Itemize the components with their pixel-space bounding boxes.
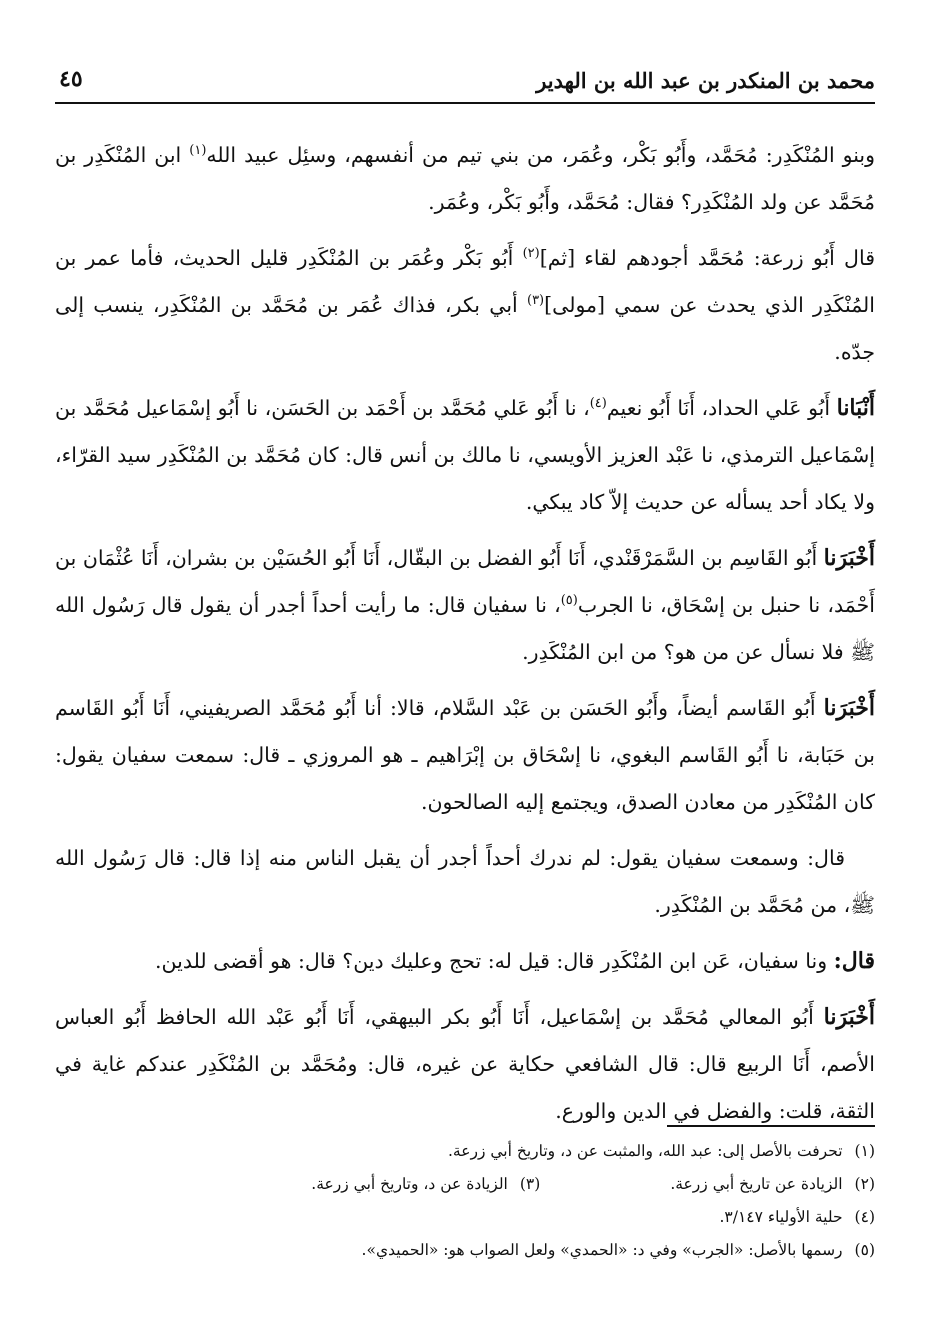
- footnote-2-3: [55, 1168, 875, 1201]
- running-header: [55, 62, 875, 104]
- footnote-reference: (٥): [560, 593, 578, 609]
- paragraph-text: قال: وسمعت سفيان يقول: لم ندرك أحداً أجدر أن يقبل الناس منه إذا قال: قال رَسُول الله ﷺ، من مُحَمَّد بن المُنْكَدِر.: [55, 846, 875, 917]
- isnad-lead-word: قال:: [833, 948, 875, 974]
- footnote-3: [311, 1168, 540, 1201]
- paragraph-text: أبي بكر، فذاك عُمَر بن مُحَمَّد بن المُنْكَدِر، ينسب إلى جدّه.: [55, 293, 875, 364]
- footnote-number: (١): [854, 1142, 875, 1160]
- footnote-separator: [667, 1125, 875, 1127]
- paragraph: [55, 835, 875, 929]
- footnote-number: (٤): [854, 1208, 875, 1226]
- isnad-lead-word: أَخْبَرَنا: [823, 545, 875, 571]
- footnote-number: (٢): [854, 1175, 875, 1193]
- footnote-1: [55, 1135, 875, 1168]
- paragraph-text: ابن المُنْكَدِر بن مُحَمَّد عن ولد المُنْكَدِر؟ فقال: مُحَمَّد، وأَبُو بَكْر، وعُمَر.: [55, 143, 875, 214]
- footnote-reference: (٢): [522, 246, 540, 262]
- paragraph: [55, 938, 875, 985]
- paragraph-text: ، نا أَبُو عَلي مُحَمَّد بن أَحْمَد بن الحَسَن، نا أَبُو إسْمَاعيل مُحَمَّد بن إسْمَاعيل الترمذي، نا عَبْد العزيز الأويسي، نا مالك بن أنس قال: كان مُحَمَّد بن المُنْكَدِر سيد القرّاء، ولا يكاد أحد يسأله عن حديث إلاّ كاد يبكي.: [55, 396, 875, 514]
- footnote-text: الزيادة عن تاريخ أبي زرعة.: [670, 1175, 843, 1193]
- footnote-text: حلية الأولياء ٣/١٤٧.: [719, 1208, 843, 1226]
- footnote-number: (٣): [519, 1175, 541, 1193]
- paragraph-text: أَبُو عَلي الحداد، أَنَا أَبُو نعيم: [606, 396, 837, 420]
- paragraph-text: أَبُو القَاسِم بن السَّمَرْقَنْدي، أَنَا أَبُو الفضل بن البقّال، أَنَا أَبُو الحُسَيْن بن بشران، أَنَا عُثْمَان بن أَحْمَد، نا حنبل بن إسْحَاق، نا الجرب: [55, 546, 876, 617]
- paragraph-text: ونا سفيان، عَن ابن المُنْكَدِر قال: قيل له: تحج وعليك دين؟ قال: هو أقضى للدين.: [155, 949, 834, 973]
- footnote-number: (٥): [854, 1241, 875, 1259]
- page-number: ٤٥: [59, 66, 83, 92]
- isnad-lead-word: أَنْبَانا: [836, 395, 876, 421]
- footnotes: [55, 1135, 875, 1267]
- footnote-text: تحرفت بالأصل إلى: عبد الله، والمثبت عن د، وتاريخ أبي زرعة.: [447, 1142, 843, 1160]
- paragraph: [55, 994, 875, 1135]
- paragraph: [55, 385, 875, 526]
- paragraph: [55, 685, 875, 826]
- chapter-title: محمد بن المنكدر بن عبد الله بن الهدير: [536, 68, 875, 93]
- footnote-reference: (٤): [589, 396, 607, 412]
- paragraph: [55, 132, 875, 226]
- footnote-reference: (٣): [526, 293, 545, 309]
- isnad-lead-word: أَخْبَرَنا: [823, 1004, 875, 1030]
- paragraph-text: قال أَبُو زرعة: مُحَمَّد أجودهم لقاء [ثم]: [539, 246, 875, 270]
- paragraph: [55, 535, 875, 676]
- footnote-5: [55, 1234, 875, 1267]
- footnote-text: الزيادة عن د، وتاريخ أبي زرعة.: [311, 1175, 508, 1193]
- paragraph-text: أَبُو المعالي مُحَمَّد بن إسْمَاعيل، أَنَا أَبُو بكر البيهقي، أَنَا أَبُو عَبْد الله الحافظ أَبُو العباس الأصم، أَنَا الربيع قال: قال الشافعي حكاية عن غيره، قال: ومُحَمَّد بن المُنْكَدِر عندكم غاية في الثقة، قلت: والفضل في الدين والورع.: [55, 1005, 875, 1123]
- paragraph: [55, 235, 875, 376]
- paragraph-text: وبنو المُنْكَدِر: مُحَمَّد، وأَبُو بَكْر، وعُمَر، من بني تيم من أنفسهم، وسئِل عبيد الله: [206, 143, 876, 167]
- footnote-text: رسمها بالأصل: «الجرب» وفي د: «الحمدي» ولعل الصواب هو: «الحميدي».: [361, 1241, 843, 1259]
- footnote-4: [55, 1201, 875, 1234]
- footnote-reference: (١): [189, 143, 207, 159]
- main-text: [55, 132, 875, 1144]
- isnad-lead-word: أَخْبَرَنا: [823, 695, 875, 721]
- paragraph-text: ، نا سفيان قال: ما رأيت أحداً أجدر أن يقول قال رَسُول الله ﷺ فلا نسأل عن من هو؟ من ابن المُنْكَدِر.: [55, 593, 875, 664]
- paragraph-text: أَبُو القَاسم أيضاً، وأَبُو الحَسَن بن عَبْد السَّلام، قالا: أنا أَبُو مُحَمَّد الصريفيني، أَنَا أَبُو القَاسم بن حَبَابة، نا أَبُو القَاسم البغوي، نا إسْحَاق بن إبْرَاهيم ـ هو المروزي ـ قال: سمعت سفيان يقول: كان المُنْكَدِر من معادن الصدق، ويجتمع إليه الصالحون.: [55, 696, 875, 814]
- paragraph-text: أَبُو بَكْر وعُمَر بن المُنْكَدِر قليل الحديث، فأما عمر بن المُنْكَدِر الذي يحدث عن سمي [مولى]: [55, 246, 875, 317]
- footnote-2: [670, 1168, 875, 1201]
